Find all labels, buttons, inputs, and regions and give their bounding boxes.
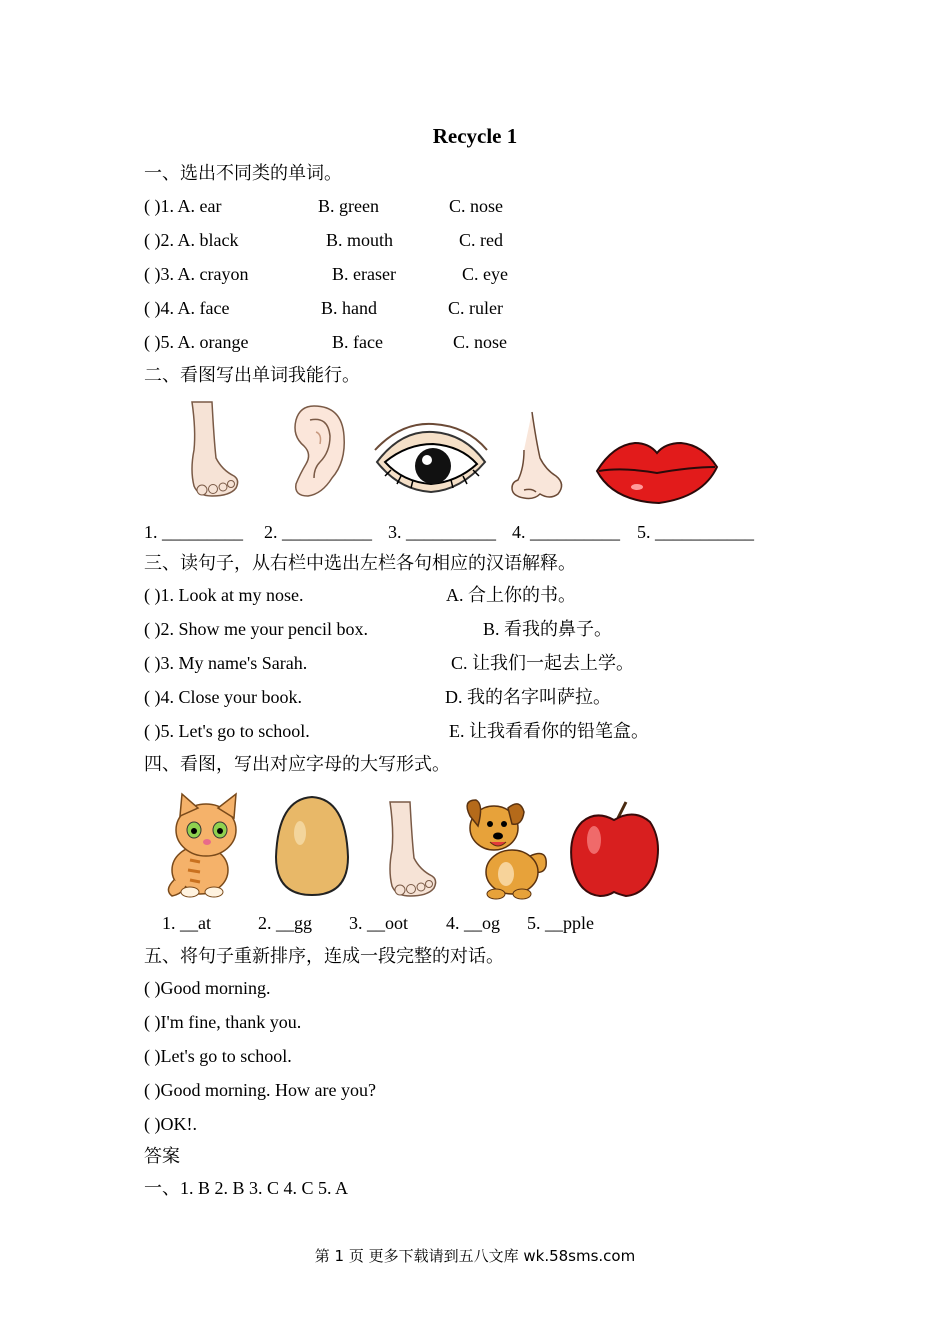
s1-q1-b: B. green xyxy=(318,196,379,216)
s1-q5-b: B. face xyxy=(332,332,383,352)
eye-picture xyxy=(371,420,491,498)
s3-right-e: E. 让我看看你的铅笔盒。 xyxy=(449,721,649,741)
section3-heading: 三、读句子，从右栏中选出左栏各句相应的汉语解释。 xyxy=(144,553,576,573)
s3-left-3: ( )3. My name's Sarah. xyxy=(144,653,308,673)
s1-q5-c: C. nose xyxy=(453,332,507,352)
s4-blank-4[interactable]: 4. __og xyxy=(446,913,500,933)
s4-blank-5[interactable]: 5. __pple xyxy=(527,913,594,933)
s5-item-2: ( )I'm fine, thank you. xyxy=(144,1012,302,1032)
ear-picture xyxy=(284,402,348,500)
section5-heading: 五、将句子重新排序，连成一段完整的对话。 xyxy=(144,946,504,966)
s2-blank-1[interactable]: 1. _________ xyxy=(144,522,243,542)
s1-q3-a: ( )3. A. crayon xyxy=(144,264,249,284)
s1-q4-a: ( )4. A. face xyxy=(144,298,230,318)
s4-blank-2[interactable]: 2. __gg xyxy=(258,913,312,933)
foot-picture-2 xyxy=(380,800,442,900)
s2-blank-5[interactable]: 5. ___________ xyxy=(637,522,754,542)
s1-q2-b: B. mouth xyxy=(326,230,394,250)
s2-blank-2[interactable]: 2. __________ xyxy=(264,522,372,542)
s2-blank-3[interactable]: 3. __________ xyxy=(388,522,496,542)
s1-q5-a: ( )5. A. orange xyxy=(144,332,249,352)
s3-right-d: D. 我的名字叫萨拉。 xyxy=(445,687,611,707)
mouth-picture xyxy=(593,437,721,507)
s1-q2-a: ( )2. A. black xyxy=(144,230,239,250)
s1-q1-c: C. nose xyxy=(449,196,503,216)
foot-picture xyxy=(182,400,244,500)
s3-left-2: ( )2. Show me your pencil box. xyxy=(144,619,368,639)
s4-blank-1[interactable]: 1. __at xyxy=(162,913,211,933)
nose-picture xyxy=(506,410,568,500)
s5-item-1: ( )Good morning. xyxy=(144,978,271,998)
s1-q3-c: C. eye xyxy=(462,264,508,284)
page-footer: 第 1 页 更多下载请到五八文库 wk.58sms.com xyxy=(314,1247,636,1265)
s5-item-3: ( )Let's go to school. xyxy=(144,1046,292,1066)
s1-q1-a: ( )1. A. ear xyxy=(144,196,222,216)
s3-right-b: B. 看我的鼻子。 xyxy=(483,619,613,639)
s2-blank-4[interactable]: 4. __________ xyxy=(512,522,620,542)
section2-heading: 二、看图写出单词我能行。 xyxy=(144,365,360,385)
s5-item-4: ( )Good morning. How are you? xyxy=(144,1080,376,1100)
s1-q4-c: C. ruler xyxy=(448,298,503,318)
section4-heading: 四、看图，写出对应字母的大写形式。 xyxy=(144,754,450,774)
s3-left-4: ( )4. Close your book. xyxy=(144,687,302,707)
apple-picture xyxy=(568,800,660,900)
s1-q4-b: B. hand xyxy=(321,298,377,318)
s3-left-1: ( )1. Look at my nose. xyxy=(144,585,304,605)
egg-picture xyxy=(272,795,352,899)
s4-blank-3[interactable]: 3. __oot xyxy=(349,913,409,933)
s1-q3-b: B. eraser xyxy=(332,264,396,284)
s3-right-a: A. 合上你的书。 xyxy=(446,585,576,605)
s3-left-5: ( )5. Let's go to school. xyxy=(144,721,310,741)
dog-picture xyxy=(460,796,552,900)
answers-line-1: 一、1. B 2. B 3. C 4. C 5. A xyxy=(144,1178,349,1198)
s1-q2-c: C. red xyxy=(459,230,503,250)
s3-right-c: C. 让我们一起去上学。 xyxy=(451,653,635,673)
s5-item-5: ( )OK!. xyxy=(144,1114,197,1134)
answers-heading: 答案 xyxy=(144,1146,180,1166)
page-title: Recycle 1 xyxy=(432,124,518,148)
section1-heading: 一、选出不同类的单词。 xyxy=(144,163,342,183)
cat-picture xyxy=(160,790,244,900)
